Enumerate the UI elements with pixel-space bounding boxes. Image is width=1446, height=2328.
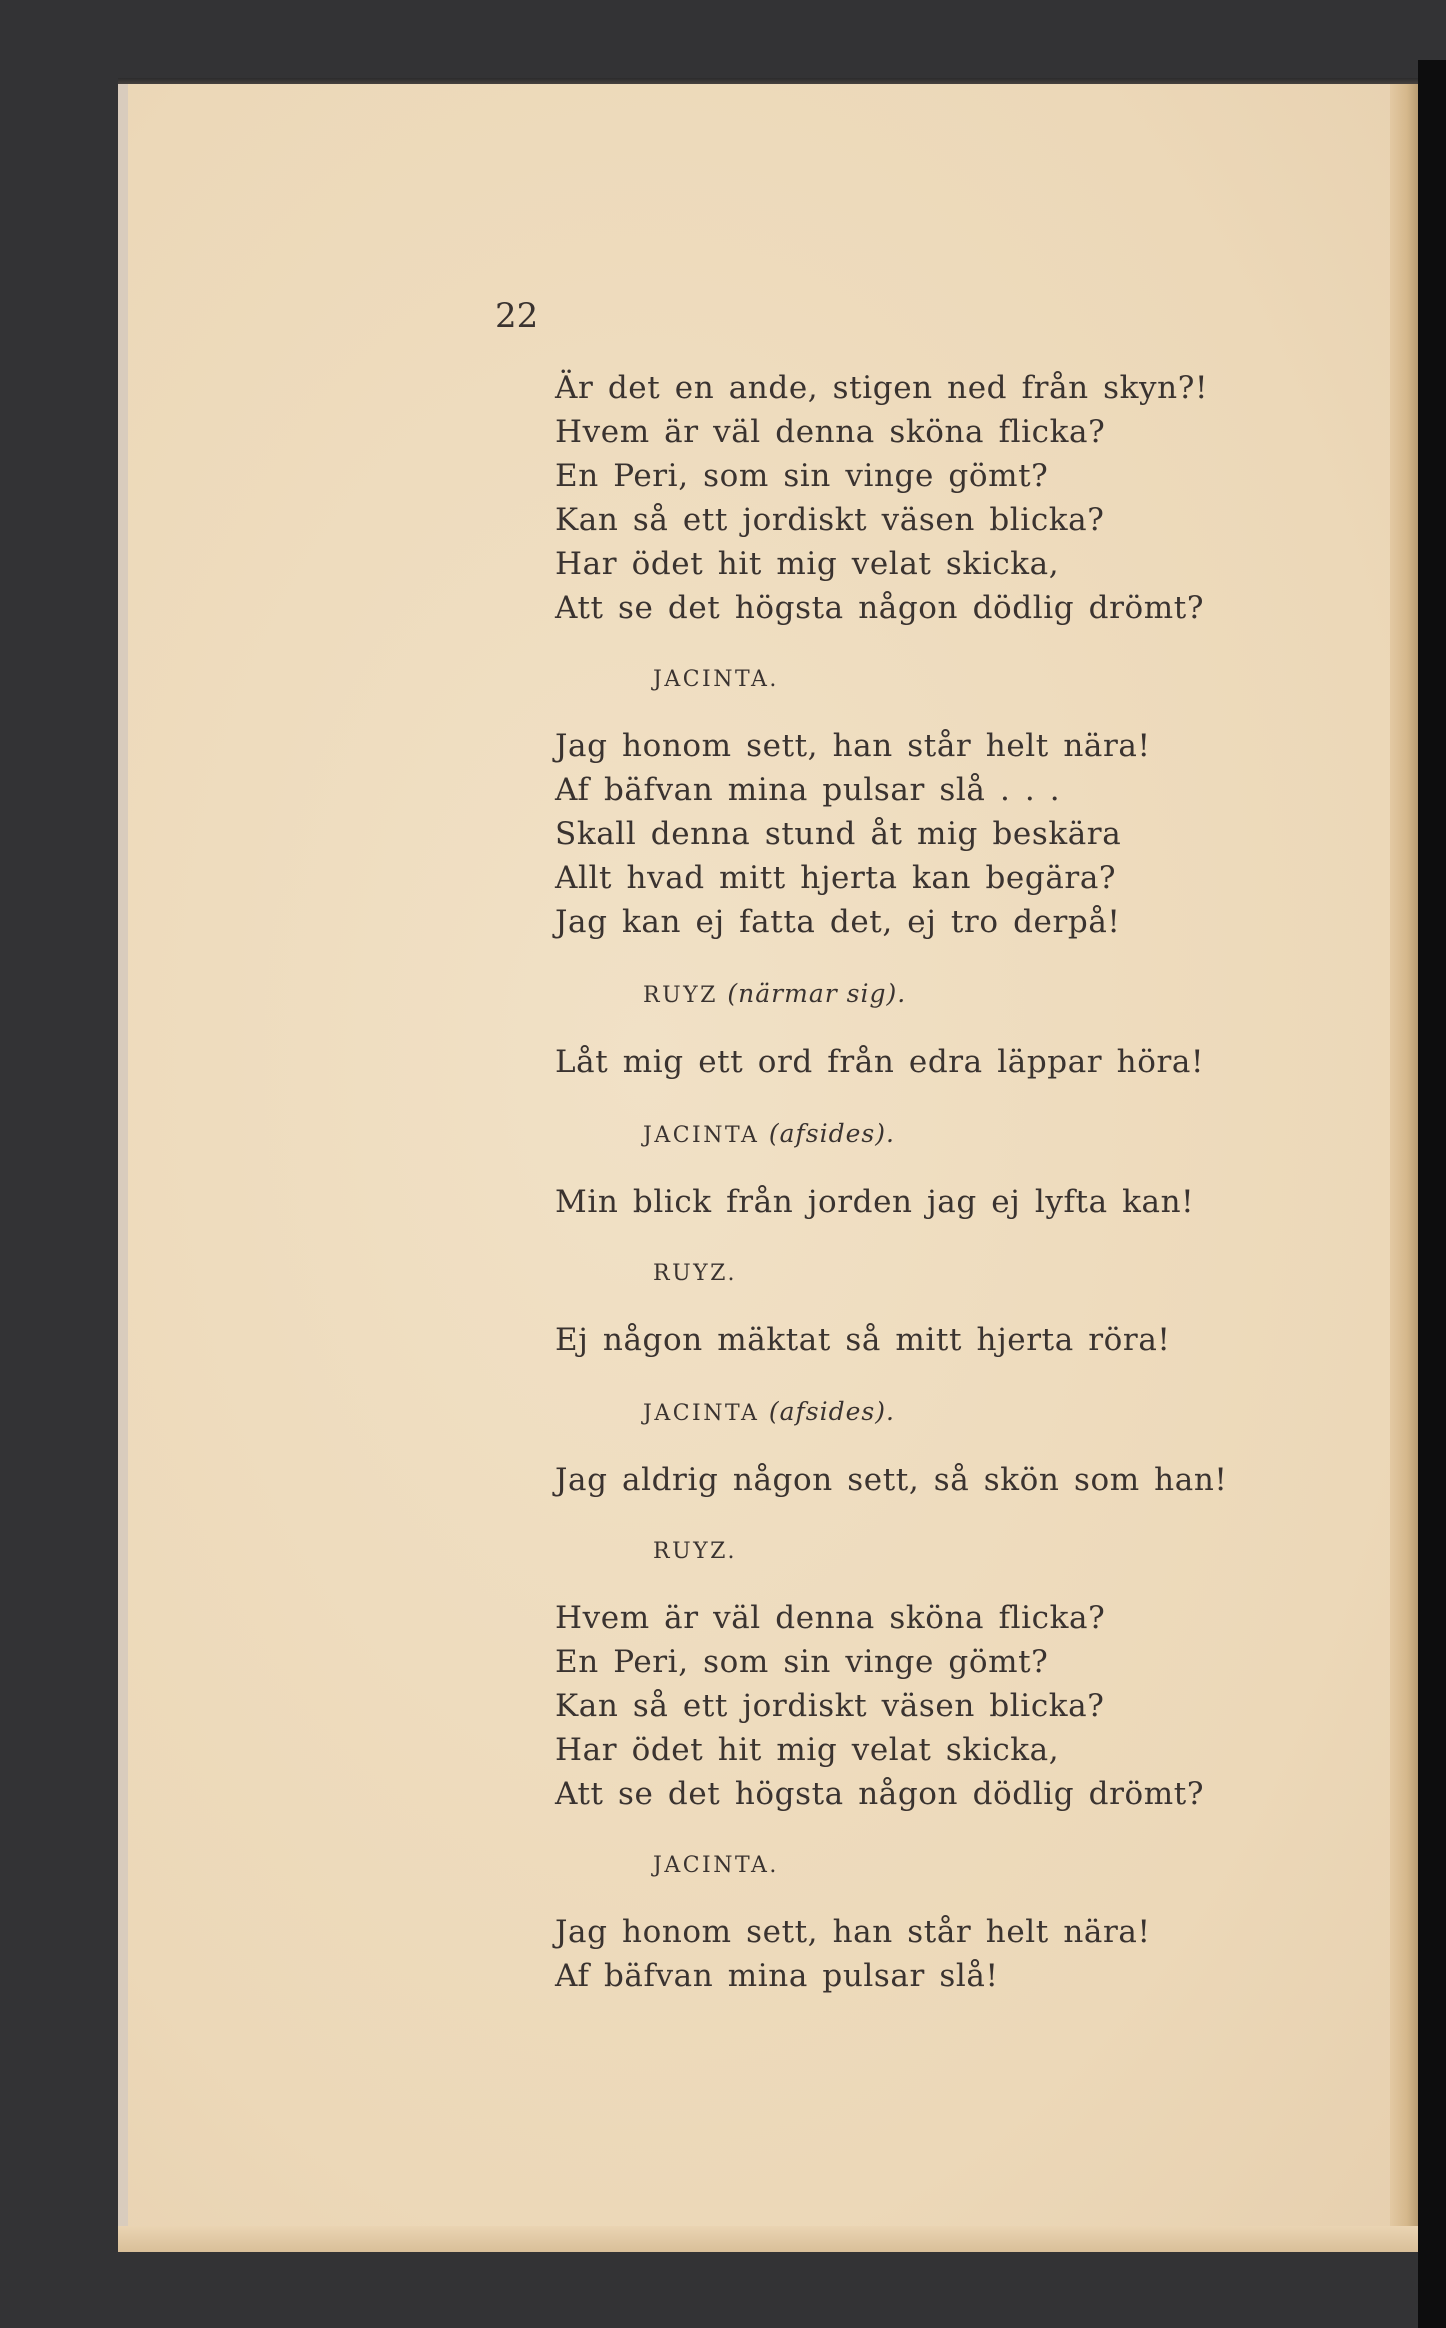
verse-line: Att se det högsta någon dödlig drömt?: [555, 590, 1205, 626]
speaker-heading: [555, 1846, 1355, 1886]
verse-line: Jag honom sett, han står helt nära!: [555, 1914, 1151, 1950]
speaker-heading: [555, 1392, 1355, 1434]
verse-line: En Peri, som sin vinge gömt?: [555, 1644, 1049, 1680]
speaker-name: JACINTA.: [653, 1853, 779, 1878]
verse-line: Af bäfvan mina pulsar slå . . .: [555, 772, 1061, 808]
verse-line: Hvem är väl denna sköna flicka?: [555, 414, 1106, 450]
verse-line: Allt hvad mitt hjerta kan begära?: [555, 860, 1117, 896]
verse-line: Ej någon mäktat så mitt hjerta röra!: [555, 1322, 1171, 1358]
verse-line: Låt mig ett ord från edra läppar höra!: [555, 1044, 1205, 1080]
verse-line: Är det en ande, stigen ned från skyn?!: [555, 370, 1209, 406]
verse-line: Kan så ett jordiskt väsen blicka?: [555, 1688, 1105, 1724]
page-edge-bottom: [118, 2226, 1418, 2252]
verse-line: Kan så ett jordiskt väsen blicka?: [555, 502, 1105, 538]
verse-text: [555, 290, 1355, 1998]
speaker-name: RUYZ: [643, 983, 718, 1008]
speaker-heading: [555, 660, 1355, 700]
verse-line: Jag kan ej fatta det, ej tro derpå!: [555, 904, 1121, 940]
page-number: 22: [495, 296, 539, 336]
stage-direction: (afsides).: [768, 1397, 895, 1426]
speaker-heading: [555, 1114, 1355, 1156]
verse-line: Af bäfvan mina pulsar slå!: [555, 1958, 999, 1994]
speaker-name: JACINTA.: [653, 667, 779, 692]
verse-line: Har ödet hit mig velat skicka,: [555, 546, 1060, 582]
verse-line: En Peri, som sin vinge gömt?: [555, 458, 1049, 494]
verse-line: Min blick från jorden jag ej lyfta kan!: [555, 1184, 1195, 1220]
verse-line: Skall denna stund åt mig beskära: [555, 816, 1122, 852]
speaker-heading: [555, 974, 1355, 1016]
verse-line: Hvem är väl denna sköna flicka?: [555, 1600, 1106, 1636]
speaker-heading: [555, 1254, 1355, 1294]
verse-line: Att se det högsta någon dödlig drömt?: [555, 1776, 1205, 1812]
speaker-name: RUYZ.: [653, 1539, 738, 1564]
scan-border: [1418, 60, 1446, 2328]
stage-direction: (närmar sig).: [727, 979, 907, 1008]
verse-line: Har ödet hit mig velat skicka,: [555, 1732, 1060, 1768]
speaker-name: JACINTA: [643, 1401, 760, 1426]
speaker-heading: [555, 1532, 1355, 1572]
speaker-name: RUYZ.: [653, 1261, 738, 1286]
verse-line: Jag honom sett, han står helt nära!: [555, 728, 1151, 764]
stage-direction: (afsides).: [768, 1119, 895, 1148]
speaker-name: JACINTA: [643, 1123, 760, 1148]
page-edge-right: [1390, 84, 1418, 2252]
verse-line: Jag aldrig någon sett, så skön som han!: [555, 1462, 1228, 1498]
